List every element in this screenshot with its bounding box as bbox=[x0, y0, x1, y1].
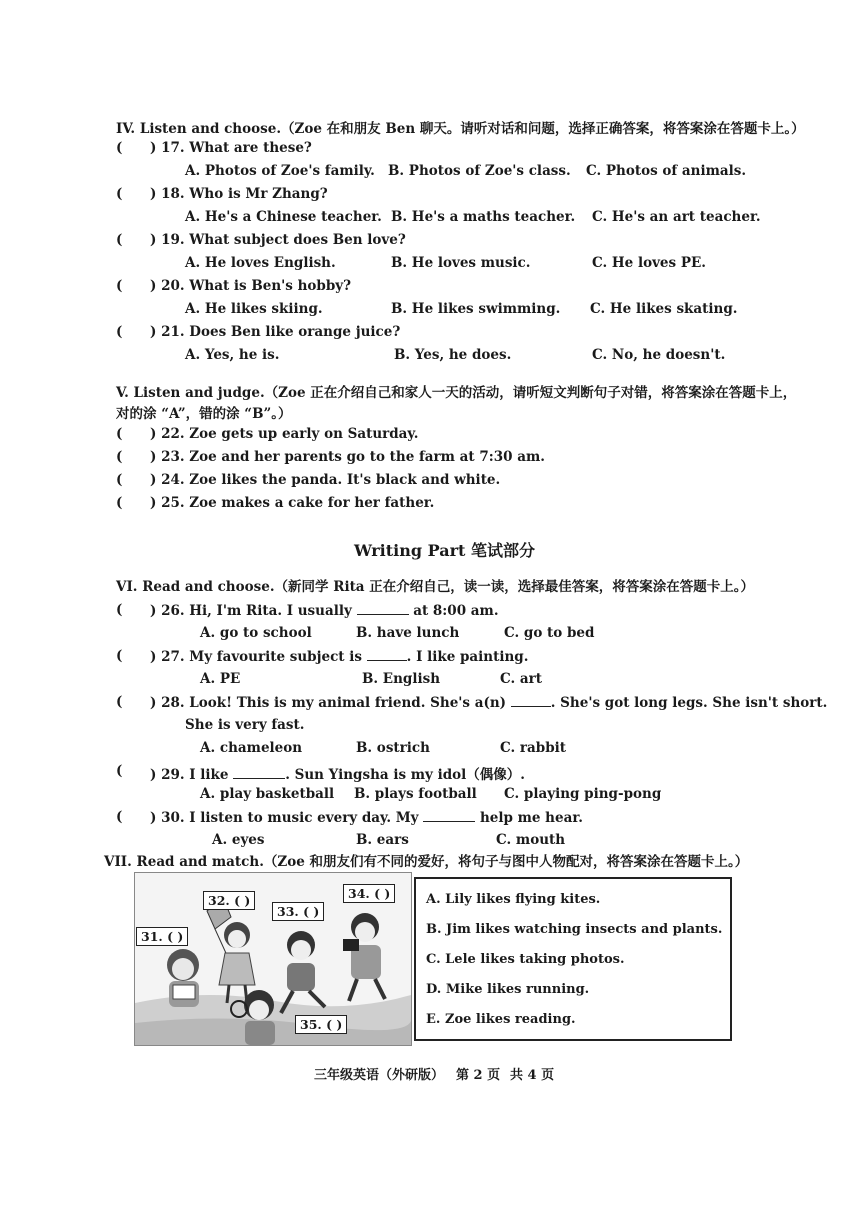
question-24: ) 24. Zoe likes the panda. It's black and white. bbox=[150, 472, 501, 488]
option-20c: C. He likes skating. bbox=[590, 301, 738, 317]
match-tag-34[interactable]: 34. ( ) bbox=[343, 884, 395, 903]
question-paren: ( bbox=[116, 809, 123, 825]
option-28c: C. rabbit bbox=[500, 740, 567, 756]
option-29c: C. playing ping-pong bbox=[504, 786, 662, 802]
section-5-heading-line2: 对的涂 “A”，错的涂 “B”。） bbox=[116, 406, 292, 422]
option-27b: B. English bbox=[362, 671, 441, 687]
answer-blank[interactable] bbox=[357, 602, 409, 615]
section-4-heading: IV. Listen and choose.（Zoe 在和朋友 Ben 聊天。请听对话和问题，选择正确答案，将答案涂在答题卡上。） bbox=[116, 121, 805, 137]
answer-blank[interactable] bbox=[233, 766, 285, 779]
match-tag-31[interactable]: 31. ( ) bbox=[136, 927, 188, 946]
match-option-b: B. Jim likes watching insects and plants. bbox=[426, 922, 723, 937]
option-20b: B. He likes swimming. bbox=[391, 301, 561, 317]
section-6-heading: VI. Read and choose.（新同学 Rita 正在介绍自己，读一读，选择最佳答案，将答案涂在答题卡上。） bbox=[116, 579, 754, 595]
footer-total: 共 4 页 bbox=[510, 1068, 555, 1083]
match-option-a: A. Lily likes flying kites. bbox=[426, 892, 601, 907]
question-paren: ( bbox=[116, 602, 123, 618]
option-21c: C. No, he doesn't. bbox=[592, 347, 726, 363]
option-28a: A. chameleon bbox=[200, 740, 303, 756]
question-30-text-end: help me hear. bbox=[479, 810, 583, 826]
question-26-text: ) 26. Hi, I'm Rita. I usually bbox=[150, 603, 352, 619]
option-17c: C. Photos of animals. bbox=[586, 163, 747, 179]
question-paren: ( bbox=[116, 140, 123, 156]
question-paren: ( bbox=[116, 232, 123, 248]
question-27-text-end: . I like painting. bbox=[406, 649, 529, 665]
section-5-heading: V. Listen and judge.（Zoe 正在介绍自己和家人一天的活动，请听短文判断句子对错，将答案涂在答题卡上， bbox=[116, 385, 797, 401]
question-paren: ( bbox=[116, 472, 123, 488]
option-28b: B. ostrich bbox=[356, 740, 430, 756]
question-29-text: ) 29. I like bbox=[150, 767, 229, 783]
question-paren: ( bbox=[116, 763, 123, 779]
answer-blank[interactable] bbox=[423, 809, 475, 822]
question-27-text: ) 27. My favourite subject is bbox=[150, 649, 362, 665]
option-26b: B. have lunch bbox=[356, 625, 460, 641]
question-21: ) 21. Does Ben like orange juice? bbox=[150, 324, 401, 340]
match-tag-32[interactable]: 32. ( ) bbox=[203, 891, 255, 910]
question-28-text-end: . She's got long legs. She isn't short. bbox=[550, 695, 828, 711]
question-20: ) 20. What is Ben's hobby? bbox=[150, 278, 352, 294]
question-paren: ( bbox=[116, 324, 123, 340]
question-18: ) 18. Who is Mr Zhang? bbox=[150, 186, 328, 202]
option-18c: C. He's an art teacher. bbox=[592, 209, 761, 225]
option-21b: B. Yes, he does. bbox=[394, 347, 512, 363]
option-27c: C. art bbox=[500, 671, 543, 687]
option-19b: B. He loves music. bbox=[391, 255, 531, 271]
question-paren: ( bbox=[116, 495, 123, 511]
question-19: ) 19. What subject does Ben love? bbox=[150, 232, 406, 248]
match-option-d: D. Mike likes running. bbox=[426, 982, 590, 997]
option-19a: A. He loves English. bbox=[185, 255, 336, 271]
option-18a: A. He's a Chinese teacher. bbox=[185, 209, 382, 225]
match-option-e: E. Zoe likes reading. bbox=[426, 1012, 576, 1027]
answer-blank[interactable] bbox=[367, 648, 407, 661]
match-options-box bbox=[414, 877, 732, 1041]
question-paren: ( bbox=[116, 449, 123, 465]
question-29 bbox=[150, 763, 525, 783]
section-7-heading: VII. Read and match.（Zoe 和朋友们有不同的爱好，将句子与图中人物配对，将答案涂在答题卡上。） bbox=[104, 854, 749, 870]
option-21a: A. Yes, he is. bbox=[185, 347, 280, 363]
match-tag-35[interactable]: 35. ( ) bbox=[295, 1015, 347, 1034]
question-28-text: ) 28. Look! This is my animal friend. She's a(n) bbox=[150, 695, 507, 711]
question-paren: ( bbox=[116, 694, 123, 710]
option-18b: B. He's a maths teacher. bbox=[391, 209, 576, 225]
question-23: ) 23. Zoe and her parents go to the farm at 7:30 am. bbox=[150, 449, 545, 465]
question-paren: ( bbox=[116, 186, 123, 202]
footer-subject: 三年级英语（外研版） bbox=[314, 1068, 445, 1083]
question-30 bbox=[150, 809, 583, 826]
question-paren: ( bbox=[116, 426, 123, 442]
question-25: ) 25. Zoe makes a cake for her father. bbox=[150, 495, 435, 511]
question-30-text: ) 30. I listen to music every day. My bbox=[150, 810, 419, 826]
option-20a: A. He likes skiing. bbox=[185, 301, 323, 317]
question-26-text-end: at 8:00 am. bbox=[413, 603, 499, 619]
question-26 bbox=[150, 602, 499, 619]
kids-hobbies-picture bbox=[134, 872, 412, 1046]
option-30b: B. ears bbox=[356, 832, 409, 848]
option-17a: A. Photos of Zoe's family. bbox=[185, 163, 375, 179]
question-paren: ( bbox=[116, 278, 123, 294]
question-27 bbox=[150, 648, 528, 665]
question-28-line2: She is very fast. bbox=[185, 717, 305, 733]
match-option-c: C. Lele likes taking photos. bbox=[426, 952, 625, 967]
question-22: ) 22. Zoe gets up early on Saturday. bbox=[150, 426, 419, 442]
option-27a: A. PE bbox=[200, 671, 241, 687]
answer-blank[interactable] bbox=[511, 694, 551, 707]
option-26c: C. go to bed bbox=[504, 625, 595, 641]
option-29b: B. plays football bbox=[354, 786, 477, 802]
option-30a: A. eyes bbox=[212, 832, 265, 848]
match-tag-33[interactable]: 33. ( ) bbox=[272, 902, 324, 921]
option-17b: B. Photos of Zoe's class. bbox=[388, 163, 571, 179]
option-30c: C. mouth bbox=[496, 832, 566, 848]
option-19c: C. He loves PE. bbox=[592, 255, 706, 271]
option-29a: A. play basketball bbox=[200, 786, 335, 802]
footer-page: 第 2 页 bbox=[456, 1068, 501, 1083]
question-paren: ( bbox=[116, 648, 123, 664]
option-26a: A. go to school bbox=[200, 625, 312, 641]
writing-part-title: Writing Part 笔试部分 bbox=[354, 541, 535, 560]
question-17: ) 17. What are these? bbox=[150, 140, 312, 156]
question-29-text-end: . Sun Yingsha is my idol（偶像）. bbox=[285, 767, 525, 783]
question-28 bbox=[150, 694, 827, 711]
